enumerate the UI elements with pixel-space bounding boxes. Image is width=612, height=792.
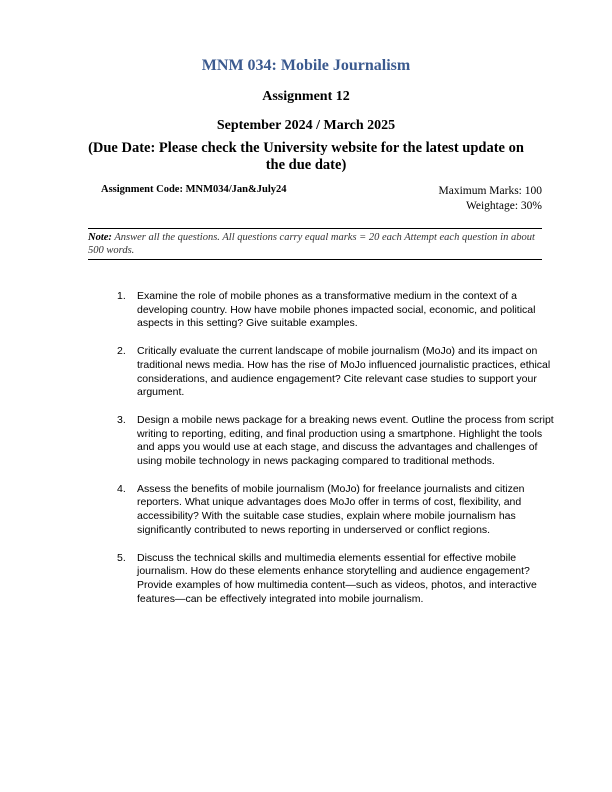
session-dates: September 2024 / March 2025: [216, 118, 396, 133]
question-number: 3.: [117, 413, 126, 426]
assignment-number: Assignment 12: [262, 89, 350, 104]
question-number: 1.: [117, 290, 126, 302]
question-item: [117, 552, 557, 607]
question-item: [117, 290, 557, 331]
question-text: Design a mobile news package for a breaking news event. Outline the process from script writing to reporting, editing, and final production using a smartphone. Highlight the tools and apps you would use at each stage, and discuss the advantages and challenges of using mobile technology in news packaging compared to traditional methods.: [137, 413, 554, 468]
question-item: [117, 414, 557, 469]
question-text: Examine the role of mobile phones as a transformative medium in the context of a developing country. How have mobile phones impacted social, economic, and political aspects in this setting? Give suitable examples.: [137, 290, 536, 330]
note-label: Note:: [88, 232, 112, 243]
question-text: Assess the benefits of mobile journalism (MoJo) for freelance journalists and citizen reporters. What unique advantages does MoJo offer in terms of cost, flexibility, and accessibility? With the suitable case studies, explain where mobile journalism has significantly contributed to news reporting in underserved or conflict regions.: [137, 482, 525, 536]
question-list: [117, 290, 557, 620]
note-text: Answer all the questions. All questions carry equal marks = 20 each Attempt each question in about 500 words.: [88, 232, 535, 256]
question-text: Discuss the technical skills and multimedia elements essential for effective mobile journalism. How do these elements enhance storytelling and audience engagement? Provide examples of how multimedia content—such as videos, photos, and interactive features—can be effectively integrated into mobile journalism.: [137, 551, 537, 605]
marks-block: [439, 184, 543, 214]
assignment-code: Assignment Code: MNM034/Jan&July24: [101, 184, 287, 195]
question-number: 5.: [117, 551, 126, 564]
note-block: [88, 231, 542, 257]
note-top-rule: [88, 228, 542, 229]
question-item: [117, 483, 557, 538]
maximum-marks: Maximum Marks: 100: [438, 185, 542, 197]
question-item: [117, 345, 557, 400]
course-title: MNM 034: Mobile Journalism: [201, 57, 411, 74]
due-date-notice: (Due Date: Please check the University website for the latest update on the due date): [88, 140, 524, 173]
note-bottom-rule: [88, 259, 542, 260]
question-number: 4.: [117, 482, 126, 495]
question-text: Critically evaluate the current landscape of mobile journalism (MoJo) and its impact on traditional news media. How has the rise of MoJo influenced journalistic practices, ethical considerations, and audience engagement? Cite relevant case studies to support your argument.: [137, 345, 551, 399]
question-number: 2.: [117, 345, 126, 358]
weightage: Weightage: 30%: [465, 200, 542, 212]
